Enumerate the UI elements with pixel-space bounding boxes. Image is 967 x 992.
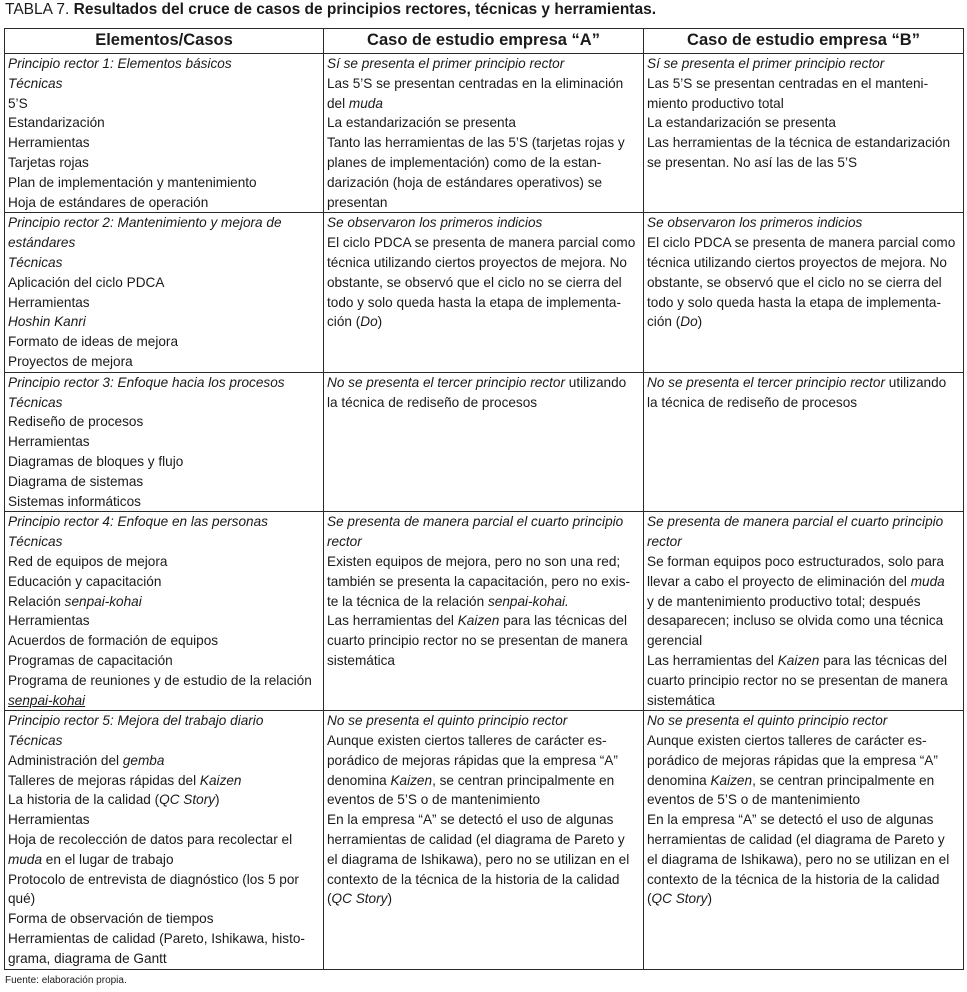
table-title: Resultados del cruce de casos de principios rectores, técnicas y herramientas. <box>73 1 657 18</box>
text-line <box>8 393 320 413</box>
text-run: Estandarización <box>8 115 105 131</box>
text-line <box>8 771 320 791</box>
text-line <box>327 213 640 233</box>
text-line <box>647 393 960 413</box>
text-run: todo y solo queda hasta la etapa de implementa- <box>327 294 621 310</box>
text-run: Diagrama de sistemas <box>8 473 144 489</box>
table-row <box>5 213 964 372</box>
header-elements: Elementos/Casos <box>5 29 324 54</box>
text-run: eventos de 5’S o de mantenimiento <box>647 792 861 808</box>
text-run: Kaizen <box>710 772 753 788</box>
text-line <box>647 671 960 691</box>
text-run: utilizando <box>565 374 627 390</box>
text-run: grama, diagrama de Gantt <box>8 950 167 966</box>
text-run: Tanto las herramientas de las 5’S (tarjetas rojas y <box>327 135 625 151</box>
text-run: para las técnicas del <box>499 613 628 629</box>
text-line <box>8 870 320 890</box>
text-line <box>8 412 320 432</box>
text-line <box>8 253 320 273</box>
text-run: ción ( <box>327 314 361 330</box>
text-run: Herramientas <box>8 613 90 629</box>
text-run: utilizando <box>885 374 947 390</box>
text-line <box>8 631 320 651</box>
case-b-cell <box>644 512 964 711</box>
text-run: Se observaron los primeros indicios <box>327 215 543 231</box>
text-run: Kaizen <box>457 613 500 629</box>
text-line <box>327 273 640 293</box>
text-run: Tarjetas rojas <box>8 154 89 170</box>
text-run: Diagramas de bloques y flujo <box>8 453 184 469</box>
text-run: Se observaron los primeros indicios <box>647 215 863 231</box>
text-line <box>327 552 640 572</box>
text-line <box>8 572 320 592</box>
elements-cell <box>5 372 324 512</box>
text-line <box>647 572 960 592</box>
text-run: Rediseño de procesos <box>8 414 144 430</box>
text-line <box>327 173 640 193</box>
text-run: herramientas de calidad (el diagrama de Pareto y <box>327 832 625 848</box>
text-run: obstante, se observó que el ciclo no se cierra del <box>647 274 942 290</box>
text-run: Relación <box>8 593 65 609</box>
text-line <box>8 193 320 213</box>
text-line <box>8 312 320 332</box>
text-run: Principio rector 1: Elementos básicos <box>8 56 232 71</box>
text-run: sistemática <box>647 692 715 708</box>
text-run: rector <box>327 534 362 550</box>
text-run: cuarto principio rector no se presentan de manera <box>327 633 628 649</box>
text-line <box>327 572 640 592</box>
text-run: para las técnicas del <box>819 652 948 668</box>
text-run: ción ( <box>647 314 681 330</box>
text-line <box>8 94 320 114</box>
text-run: ) <box>387 891 392 907</box>
text-line <box>327 651 640 671</box>
text-run: Plan de implementación y mantenimiento <box>8 174 257 190</box>
text-run: Programas de capacitación <box>8 652 173 668</box>
text-run: Las herramientas de la técnica de estandarización <box>647 135 951 151</box>
text-run: , se centran principalmente en <box>432 772 615 788</box>
text-run: el diagrama de Ishikawa), pero no se utilizan en el <box>327 851 630 867</box>
case-a-cell <box>324 54 644 213</box>
text-line <box>8 909 320 929</box>
text-line <box>647 293 960 313</box>
source-note: Fuente: elaboración propia. <box>5 975 127 986</box>
text-line <box>647 153 960 173</box>
text-line <box>327 153 640 173</box>
text-run: QC Story <box>651 891 708 907</box>
text-line <box>647 94 960 114</box>
text-line <box>647 253 960 273</box>
text-line <box>647 691 960 711</box>
text-run: muda <box>910 573 945 589</box>
case-a-cell <box>324 512 644 711</box>
table-caption <box>5 0 656 20</box>
text-run: técnica utilizando ciertos proyectos de mejora. No <box>647 254 947 270</box>
text-line <box>8 113 320 133</box>
text-run: Red de equipos de mejora <box>8 553 168 569</box>
text-run: herramientas de calidad (el diagrama de Pareto y <box>647 832 945 848</box>
table-row <box>5 54 964 213</box>
text-run: y de mantenimiento productivo total; después <box>647 593 921 609</box>
text-run: Las herramientas del <box>647 652 778 668</box>
text-line <box>647 711 960 731</box>
text-line <box>8 552 320 572</box>
text-line <box>647 631 960 651</box>
header-case-a: Caso de estudio empresa “A” <box>324 29 644 54</box>
case-b-cell <box>644 213 964 372</box>
text-run: La estandarización se presenta <box>327 115 516 131</box>
text-line <box>8 452 320 472</box>
text-line <box>8 830 320 850</box>
text-line <box>8 790 320 810</box>
text-run: Acuerdos de formación de equipos <box>8 633 219 649</box>
text-run: también se presenta la capacitación, pero no exis- <box>327 573 631 589</box>
text-line <box>647 373 960 393</box>
text-line <box>8 850 320 870</box>
text-line <box>327 293 640 313</box>
text-line <box>327 532 640 552</box>
text-run: Kaizen <box>199 772 242 788</box>
text-line <box>8 173 320 193</box>
text-run: senpai-kohai <box>64 593 142 609</box>
elements-cell <box>5 711 324 969</box>
text-run: cuarto principio rector no se presentan de manera <box>647 672 948 688</box>
text-run: sistemática <box>327 652 395 668</box>
text-line <box>8 810 320 830</box>
text-run: Hoshin Kanri <box>8 314 86 330</box>
text-line <box>327 771 640 791</box>
text-run: El ciclo PDCA se presenta de manera parcial como <box>327 235 636 251</box>
text-line <box>647 830 960 850</box>
text-run: Las 5’S se presentan centradas en el manteni- <box>647 75 929 91</box>
text-line <box>8 611 320 631</box>
text-run: Do <box>360 314 378 330</box>
text-run: Forma de observación de tiempos <box>8 911 214 927</box>
text-line <box>647 213 960 233</box>
text-line <box>8 432 320 452</box>
table-row <box>5 372 964 512</box>
text-run: contexto de la técnica de la historia de la calidad <box>327 871 620 887</box>
text-run: Hoja de estándares de operación <box>8 194 209 210</box>
elements-cell <box>5 54 324 213</box>
text-run: Herramientas de calidad (Pareto, Ishikawa, histo- <box>8 931 305 947</box>
text-line <box>8 929 320 949</box>
text-run: Principio rector 4: Enfoque en las personas <box>8 514 268 530</box>
text-line <box>8 512 320 532</box>
text-run: obstante, se observó que el ciclo no se cierra del <box>327 274 622 290</box>
text-line <box>647 113 960 133</box>
text-line <box>647 233 960 253</box>
text-run: desaparecen; incluso se olvida como una técnica <box>647 613 944 629</box>
text-run: senpai-kohai <box>8 692 86 708</box>
text-run: ( <box>327 891 332 907</box>
text-line <box>327 889 640 909</box>
text-line <box>8 492 320 512</box>
text-run: el diagrama de Ishikawa), pero no se utilizan en el <box>647 851 950 867</box>
text-run: Principio rector 5: Mejora del trabajo diario <box>8 713 264 729</box>
text-line <box>8 213 320 233</box>
case-b-cell <box>644 711 964 969</box>
text-run: No se presenta el quinto principio rector <box>327 713 568 729</box>
text-run: denomina <box>647 772 711 788</box>
text-run: Existen equipos de mejora, pero no son una red; <box>327 553 621 569</box>
text-line <box>327 94 640 114</box>
text-run: Técnicas <box>8 254 63 270</box>
text-line <box>8 54 320 74</box>
text-run: muda <box>348 95 383 111</box>
text-run: Formato de ideas de mejora <box>8 334 179 350</box>
text-run: Técnicas <box>8 733 63 749</box>
case-b-cell <box>644 372 964 512</box>
text-line <box>327 830 640 850</box>
text-line <box>8 273 320 293</box>
text-line <box>647 731 960 751</box>
text-run: ) <box>697 314 703 330</box>
text-line <box>327 810 640 830</box>
text-line <box>8 651 320 671</box>
text-run: Programa de reuniones y de estudio de la relación <box>8 672 312 688</box>
text-line <box>647 532 960 552</box>
text-run: Principio rector 3: Enfoque hacia los procesos <box>8 374 285 390</box>
text-run: No se presenta el tercer principio rector <box>327 374 565 390</box>
text-run: Proyectos de mejora <box>8 353 133 369</box>
text-line <box>8 293 320 313</box>
text-run: En la empresa “A” se detectó el uso de algunas <box>327 812 614 828</box>
text-line <box>327 592 640 612</box>
text-line <box>327 631 640 651</box>
text-line <box>8 751 320 771</box>
text-run: Sí se presenta el primer principio rector <box>327 56 565 71</box>
text-line <box>327 731 640 751</box>
text-line <box>327 133 640 153</box>
text-line <box>327 850 640 870</box>
text-run: te la técnica de la relación <box>327 593 488 609</box>
elements-cell <box>5 213 324 372</box>
text-line <box>647 133 960 153</box>
text-run: Principio rector 2: Mantenimiento y mejora de <box>8 215 282 231</box>
case-a-cell <box>324 213 644 372</box>
text-line <box>327 193 640 213</box>
text-line <box>647 552 960 572</box>
text-run: muda <box>8 851 43 867</box>
text-line <box>8 889 320 909</box>
text-line <box>8 373 320 393</box>
text-run: gerencial <box>647 633 703 649</box>
text-run: En la empresa “A” se detectó el uso de algunas <box>647 812 934 828</box>
text-line <box>647 771 960 791</box>
text-run: ) <box>707 891 712 907</box>
text-run: Do <box>680 314 698 330</box>
text-run: QC Story <box>331 891 388 907</box>
text-line <box>327 393 640 413</box>
text-run: llevar a cabo el proyecto de eliminación del <box>647 573 911 589</box>
text-line <box>8 472 320 492</box>
text-run: Las 5’S se presentan centradas en la eliminación <box>327 75 624 91</box>
text-line <box>327 870 640 890</box>
text-run: darización (hoja de estándares operativos) se <box>327 174 603 190</box>
text-run: la técnica de rediseño de procesos <box>327 394 538 410</box>
case-b-cell <box>644 54 964 213</box>
text-line <box>647 273 960 293</box>
text-run: La estandarización se presenta <box>647 115 836 131</box>
text-line <box>647 889 960 909</box>
text-run: contexto de la técnica de la historia de la calidad <box>647 871 940 887</box>
text-line <box>8 352 320 372</box>
text-run: ) <box>215 792 220 808</box>
elements-cell <box>5 512 324 711</box>
text-run: Educación y capacitación <box>8 573 162 589</box>
text-run: No se presenta el tercer principio rector <box>647 374 885 390</box>
text-line <box>8 949 320 969</box>
table-label: TABLA 7. <box>5 1 70 18</box>
text-run: No se presenta el quinto principio rector <box>647 713 888 729</box>
text-line <box>8 671 320 691</box>
text-line <box>647 54 960 74</box>
text-run: Administración del <box>8 752 123 768</box>
text-run: Herramientas <box>8 812 90 828</box>
text-line <box>647 810 960 830</box>
text-run: Kaizen <box>390 772 433 788</box>
table-row <box>5 512 964 711</box>
text-line <box>327 74 640 94</box>
text-run: , se centran principalmente en <box>752 772 935 788</box>
text-line <box>647 74 960 94</box>
text-line <box>327 751 640 771</box>
text-run: Se presenta de manera parcial el cuarto principio <box>327 514 624 530</box>
text-run: Sí se presenta el primer principio rector <box>647 56 885 71</box>
text-line <box>327 611 640 631</box>
text-run: porádico de mejoras rápidas que la empresa “A” <box>647 752 938 768</box>
text-run: eventos de 5’S o de mantenimiento <box>327 792 541 808</box>
text-run: se presentan. No así las de las 5’S <box>647 154 858 170</box>
text-line <box>647 512 960 532</box>
text-run: La historia de la calidad ( <box>8 792 160 808</box>
text-line <box>327 253 640 273</box>
text-run: la técnica de rediseño de procesos <box>647 394 858 410</box>
text-line <box>327 113 640 133</box>
text-run: todo y solo queda hasta la etapa de implementa- <box>647 294 941 310</box>
text-run: Talleres de mejoras rápidas del <box>8 772 200 788</box>
text-run: planes de implementación) como de la estan- <box>327 154 602 170</box>
text-line <box>327 54 640 74</box>
text-run: porádico de mejoras rápidas que la empresa “A” <box>327 752 618 768</box>
text-line <box>327 790 640 810</box>
text-run: Aplicación del ciclo PDCA <box>8 274 165 290</box>
text-run: QC Story <box>159 792 216 808</box>
text-line <box>327 312 640 332</box>
text-line <box>647 592 960 612</box>
text-line <box>8 532 320 552</box>
text-run: Sistemas informáticos <box>8 493 141 509</box>
text-line <box>8 711 320 731</box>
text-run: Técnicas <box>8 75 63 91</box>
text-run: en el lugar de trabajo <box>42 851 174 867</box>
text-line <box>647 870 960 890</box>
text-run: Kaizen <box>777 652 820 668</box>
text-run: Protocolo de entrevista de diagnóstico (los 5 por <box>8 871 299 887</box>
text-line <box>8 592 320 612</box>
text-line <box>647 850 960 870</box>
text-run: Hoja de recolección de datos para recolectar el <box>8 832 293 848</box>
header-row <box>5 29 964 54</box>
text-line <box>8 332 320 352</box>
text-line <box>327 373 640 393</box>
text-run: Se presenta de manera parcial el cuarto principio <box>647 514 944 530</box>
text-line <box>647 611 960 631</box>
case-a-cell <box>324 372 644 512</box>
text-line <box>8 731 320 751</box>
results-table <box>4 28 964 970</box>
table-row <box>5 711 964 969</box>
case-a-cell <box>324 711 644 969</box>
text-line <box>647 790 960 810</box>
text-run: senpai-kohai. <box>487 593 569 609</box>
text-run: ) <box>377 314 383 330</box>
text-run: miento productivo total <box>647 95 784 111</box>
text-run: estándares <box>8 235 76 251</box>
text-line <box>647 751 960 771</box>
text-run: técnica utilizando ciertos proyectos de mejora. No <box>327 254 627 270</box>
text-run: presentan <box>327 194 388 210</box>
text-run: Herramientas <box>8 135 90 151</box>
text-run: gemba <box>122 752 165 768</box>
text-run: 5’S <box>8 95 28 111</box>
text-run: qué) <box>8 891 36 907</box>
text-run: denomina <box>327 772 391 788</box>
text-run: Técnicas <box>8 394 63 410</box>
text-run: Técnicas <box>8 534 63 550</box>
text-run: Se forman equipos poco estructurados, solo para <box>647 553 944 569</box>
text-line <box>647 312 960 332</box>
text-line <box>647 651 960 671</box>
text-run: Herramientas <box>8 294 90 310</box>
text-run: El ciclo PDCA se presenta de manera parcial como <box>647 235 956 251</box>
text-line <box>8 691 320 711</box>
text-line <box>8 153 320 173</box>
text-line <box>327 233 640 253</box>
text-line <box>8 74 320 94</box>
text-line <box>8 233 320 253</box>
text-line <box>8 133 320 153</box>
text-line <box>327 711 640 731</box>
text-line <box>327 512 640 532</box>
text-run: Aunque existen ciertos talleres de carácter es- <box>327 733 607 749</box>
text-run: rector <box>647 534 682 550</box>
text-run: del <box>327 95 349 111</box>
text-run: Herramientas <box>8 434 90 450</box>
header-case-b: Caso de estudio empresa “B” <box>644 29 964 54</box>
text-run: Las herramientas del <box>327 613 458 629</box>
text-run: ( <box>647 891 652 907</box>
text-run: Aunque existen ciertos talleres de carácter es- <box>647 733 927 749</box>
